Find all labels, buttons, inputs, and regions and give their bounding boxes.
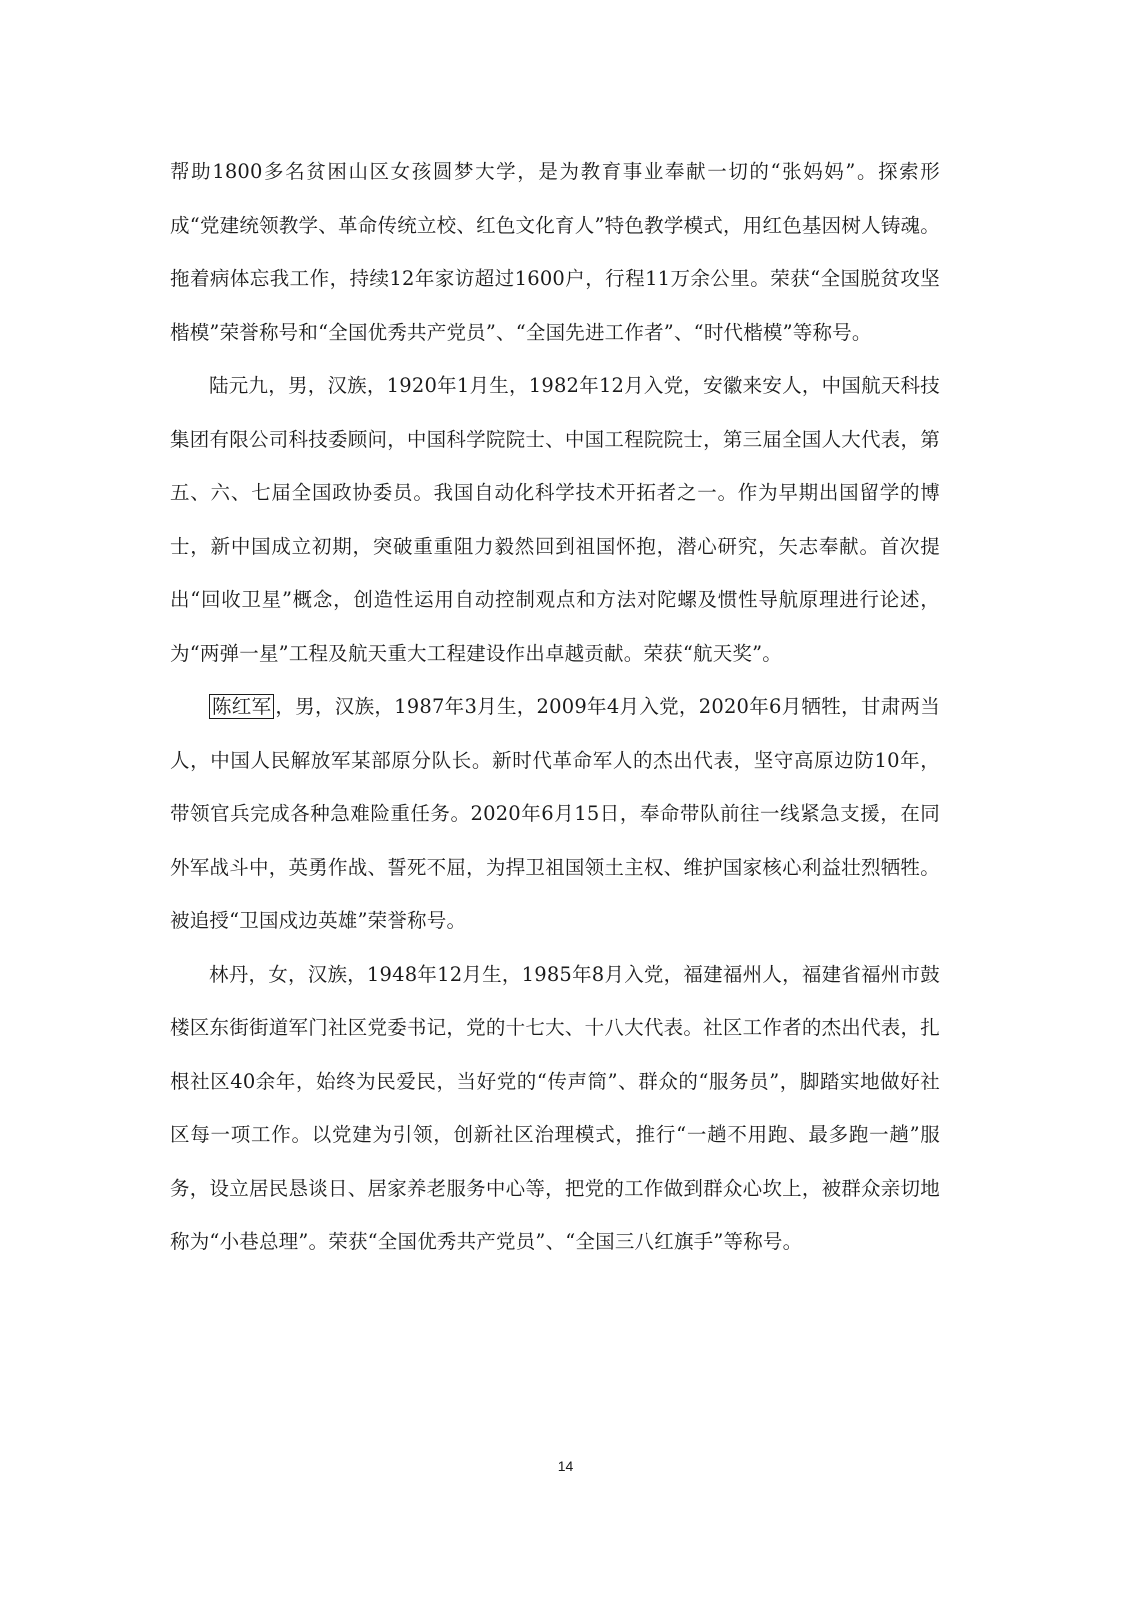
boxed-name-chen-hongjun: 陈红军 [209,694,274,719]
paragraph-chen-hongjun-text: ，男，汉族，1987年3月生，2009年4月入党，2020年6月牺牲，甘肃两当人，中国人民解放军某部原分队长。新时代革命军人的杰出代表，坚守高原边防10年，带领官兵完成各种急难险重任务。2020年6月15日，奉命带队前往一线紧急支援，在同外军战斗中，英勇作战、誓死不屈，为捍卫祖国领土主权、维护国家核心利益壮烈牺牲。被追授“卫国戍边英雄”荣誉称号。 [170,695,940,932]
body-text [170,145,940,1269]
paragraph-lu-yuanjiu: 陆元九，男，汉族，1920年1月生，1982年12月入党，安徽来安人，中国航天科技集团有限公司科技委顾问，中国科学院院士、中国工程院院士，第三届全国人大代表，第五、六、七届全国政协委员。我国自动化科学技术开拓者之一。作为早期出国留学的博士，新中国成立初期，突破重重阻力毅然回到祖国怀抱，潜心研究，矢志奉献。首次提出“回收卫星”概念，创造性运用自动控制观点和方法对陀螺及惯性导航原理进行论述，为“两弹一星”工程及航天重大工程建设作出卓越贡献。荣获“航天奖”。 [170,374,940,665]
paragraph-lin-dan: 林丹，女，汉族，1948年12月生，1985年8月入党，福建福州人，福建省福州市鼓楼区东街街道军门社区党委书记，党的十七大、十八大代表。社区工作者的杰出代表，扎根社区40余年，始终为民爱民，当好党的“传声筒”、群众的“服务员”，脚踏实地做好社区每一项工作。以党建为引领，创新社区治理模式，推行“一趟不用跑、最多跑一趟”服务，设立居民恳谈日、居家养老服务中心等，把党的工作做到群众心坎上，被群众亲切地称为“小巷总理”。荣获“全国优秀共产党员”、“全国三八红旗手”等称号。 [170,962,940,1253]
paragraph-continuation: 帮助1800多名贫困山区女孩圆梦大学，是为教育事业奉献一切的“张妈妈”。探索形成“党建统领教学、革命传统立校、红色文化育人”特色教学模式，用红色基因树人铸魂。拖着病体忘我工作，持续12年家访超过1600户，行程11万余公里。荣获“全国脱贫攻坚楷模”荣誉称号和“全国优秀共产党员”、“全国先进工作者”、“时代楷模”等称号。 [170,160,940,344]
page-number: 14 [557,1458,574,1474]
paragraph-chen-hongjun [170,680,940,948]
